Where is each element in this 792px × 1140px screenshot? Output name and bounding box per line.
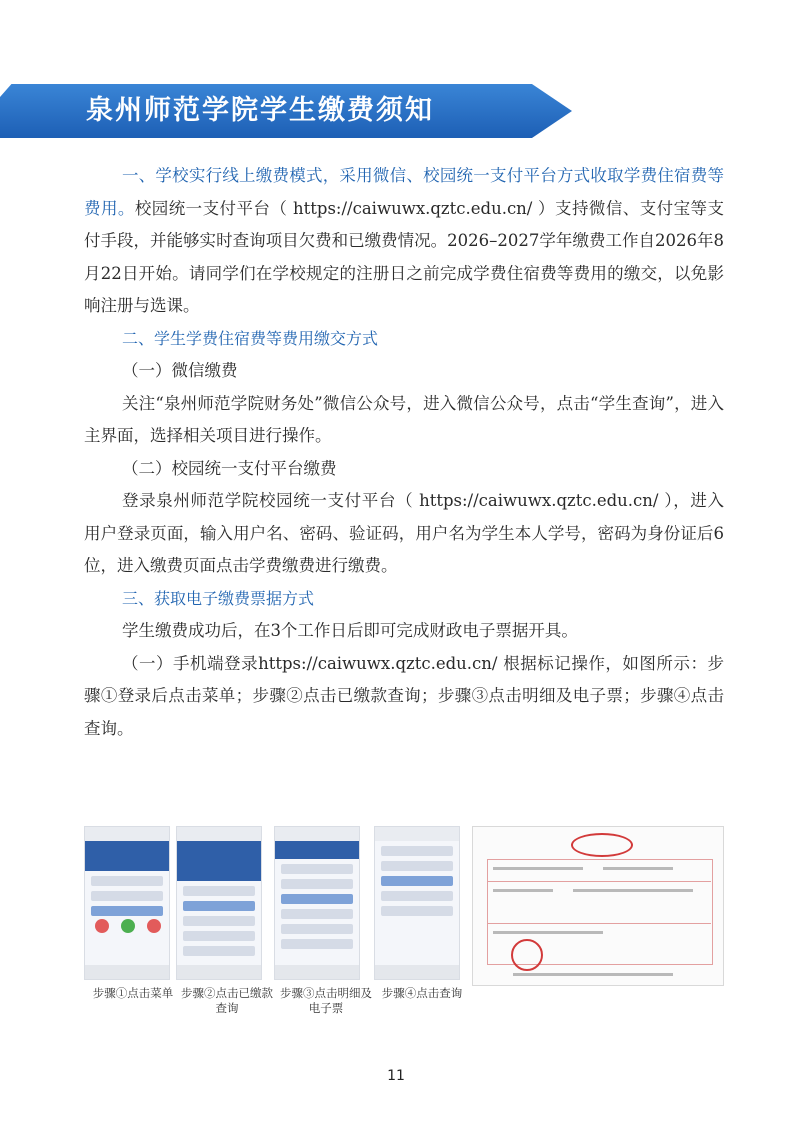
section-3-body-2: （一）手机端登录https://caiwuwx.qztc.edu.cn/ 根据标记操作，如图所示：步骤①登录后点击菜单；步骤②点击已缴款查询；步骤③点击明细及电子票；步骤④点击查询。 <box>84 653 724 738</box>
section-1-lead: 一、学校实行线上缴费模式，采用微信、校园统一支付平台方式收取学费住宿费等费用。 <box>84 166 724 218</box>
section-1-paragraph <box>84 160 724 323</box>
phone-screenshot-step1 <box>84 826 170 980</box>
caption-step3: 步骤③点击明细及电子票 <box>280 986 372 1015</box>
section-3-body-1: 学生缴费成功后，在3个工作日后即可完成财政电子票据开具。 <box>121 621 578 640</box>
caption-step2: 步骤②点击已缴款查询 <box>181 986 273 1015</box>
caption-step1: 步骤①点击菜单 <box>92 986 174 1000</box>
phone-screenshot-step3 <box>274 826 360 980</box>
section-2-sub2-body: 登录泉州师范学院校园统一支付平台（ https://caiwuwx.qztc.edu.cn/ ），进入用户登录页面，输入用户名、密码、验证码，用户名为学生本人学号，密码为身份证后6位，进入缴费页面点击学费缴费进行缴费。 <box>84 491 724 575</box>
body-text <box>84 160 724 745</box>
page-number: 11 <box>387 1068 405 1084</box>
section-2-sub2: （二）校园统一支付平台缴费 <box>122 458 337 478</box>
section-2-sub1: （一）微信缴费 <box>122 361 238 380</box>
section-3-heading: 三、获取电子缴费票据方式 <box>122 588 315 608</box>
phone-screenshot-step4 <box>374 826 460 980</box>
section-1-body: 校园统一支付平台（ https://caiwuwx.qztc.edu.cn/ ）支持微信、支付宝等支付手段，并能够实时查询项目欠费和已缴费情况。2026–2027学年缴费工作自2026年8月22日开始。请同学们在学校规定的注册日之前完成学费住宿费等费用的缴交，以免影响注册与选课。 <box>84 198 724 315</box>
phone-screenshot-step2 <box>176 826 262 980</box>
step-screenshots <box>84 826 724 986</box>
page-title: 泉州师范学院学生缴费须知 <box>86 95 434 126</box>
section-2-sub1-body: 关注“泉州师范学院财务处”微信公众号，进入微信公众号，点击“学生查询”，进入主界面，选择相关项目进行操作。 <box>84 393 724 445</box>
e-receipt-image <box>472 826 724 986</box>
section-2-heading: 二、学生学费住宿费等费用缴交方式 <box>122 328 379 348</box>
caption-step4: 步骤④点击查询 <box>381 986 463 1000</box>
